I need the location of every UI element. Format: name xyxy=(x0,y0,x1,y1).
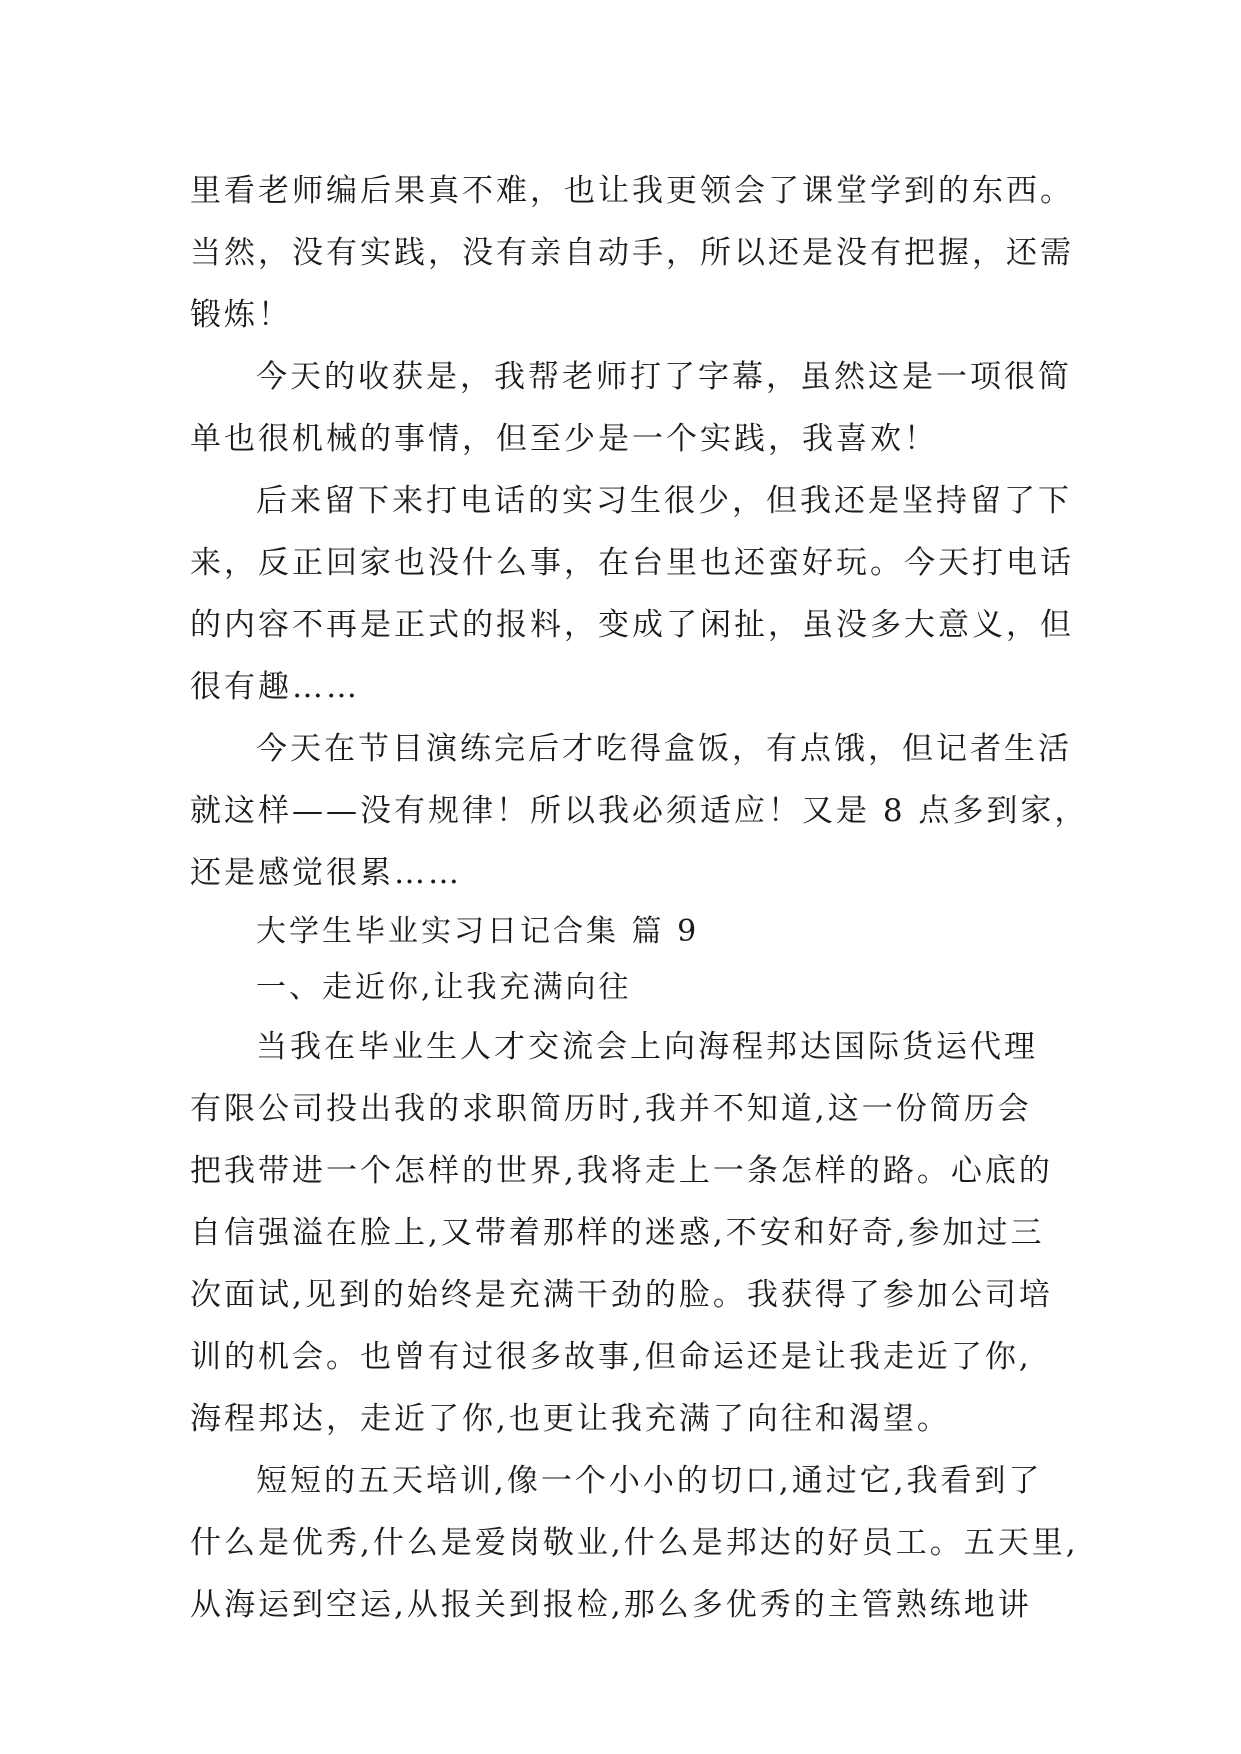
text-line: 后来留下来打电话的实习生很少，但我还是坚持留了下 xyxy=(256,483,1072,519)
text-line: 把我带进一个怎样的世界,我将走上一条怎样的路。心底的 xyxy=(190,1153,1053,1189)
text-line: 来，反正回家也没什么事，在台里也还蛮好玩。今天打电话 xyxy=(190,545,1074,581)
text-line: 今天的收获是，我帮老师打了字幕，虽然这是一项很简 xyxy=(256,359,1072,395)
text-line: 里看老师编后果真不难，也让我更领会了课堂学到的东西。 xyxy=(190,173,1074,209)
text-line: 还是感觉很累…… xyxy=(190,855,462,891)
text-line: 当然，没有实践，没有亲自动手，所以还是没有把握，还需 xyxy=(190,235,1074,271)
text-line: 训的机会。也曾有过很多故事,但命运还是让我走近了你, xyxy=(190,1339,1032,1375)
document-body xyxy=(190,160,1089,1636)
text-line: 就这样——没有规律！所以我必须适应！又是 8 点多到家， xyxy=(190,793,1089,829)
text-line: 海程邦达，走近了你,也更让我充满了向往和渴望。 xyxy=(190,1401,951,1437)
text-line: 当我在毕业生人才交流会上向海程邦达国际货运代理 xyxy=(256,1029,1038,1065)
subsection-heading: 一、走近你,让我充满向往 xyxy=(256,970,632,1005)
text-line: 单也很机械的事情，但至少是一个实践，我喜欢！ xyxy=(190,421,938,457)
text-line: 很有趣…… xyxy=(190,669,360,705)
text-line: 从海运到空运,从报关到报检,那么多优秀的主管熟练地讲 xyxy=(190,1587,1032,1623)
text-line: 的内容不再是正式的报料，变成了闲扯，虽没多大意义，但 xyxy=(190,607,1074,643)
text-line: 次面试,见到的始终是充满干劲的脸。我获得了参加公司培 xyxy=(190,1277,1053,1313)
text-line: 自信强溢在脸上,又带着那样的迷惑,不安和好奇,参加过三 xyxy=(190,1215,1045,1251)
text-line: 什么是优秀,什么是爱岗敬业,什么是邦达的好员工。五天里, xyxy=(190,1525,1079,1561)
section-heading: 大学生毕业实习日记合集 篇 9 xyxy=(256,914,700,949)
text-line: 今天在节目演练完后才吃得盒饭，有点饿，但记者生活 xyxy=(256,731,1072,767)
text-line: 有限公司投出我的求职简历时,我并不知道,这一份简历会 xyxy=(190,1091,1032,1127)
text-line: 锻炼！ xyxy=(190,297,292,333)
text-line: 短短的五天培训,像一个小小的切口,通过它,我看到了 xyxy=(256,1463,1043,1499)
